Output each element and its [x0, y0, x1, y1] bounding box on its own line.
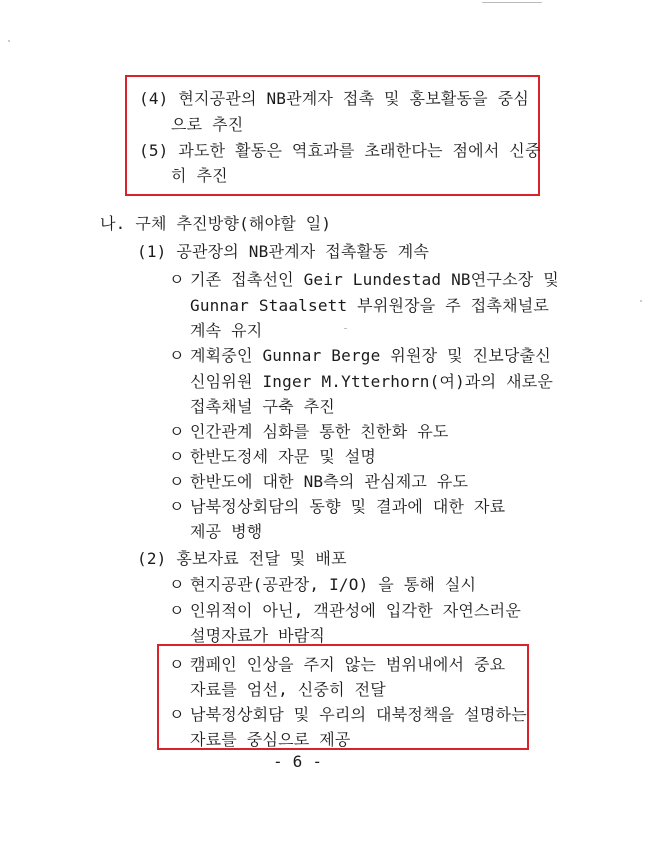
bullet-1e-marker: ㅇ [169, 472, 185, 491]
bullet-1d-line1: 한반도정세 자문 및 설명 [190, 447, 377, 466]
bullet-1d-marker: ㅇ [169, 447, 185, 466]
bullet-2d-line1: 남북정상회담 및 우리의 대북정책을 설명하는 [190, 705, 527, 724]
bullet-1f-line2: 제공 병행 [190, 522, 263, 541]
bullet-2d-marker: ㅇ [169, 705, 185, 724]
bullet-1a-line3: 계속 유지 [190, 321, 263, 340]
item4-line2: 으로 추진 [171, 115, 244, 134]
bullet-1f-line1: 남북정상회담의 동향 및 결과에 대한 자료 [190, 497, 506, 516]
bullet-1b-line3: 접촉채널 구축 추진 [190, 397, 335, 416]
bullet-1b-line2: 신임위원 Inger M.Ytterhorn(여)과의 새로운 [190, 372, 554, 391]
item4-line1: (4) 현지공관의 NB관계자 접촉 및 홍보활동을 중심 [139, 89, 529, 108]
bullet-2c-line1: 캠페인 인상을 주지 않는 범위내에서 중요 [190, 655, 506, 674]
item5-line2: 히 추진 [171, 166, 228, 185]
bullet-2a-line1: 현지공관(공관장, I/O) 을 통해 실시 [190, 575, 477, 594]
subsection-2-heading: (2) 홍보자료 전달 및 배포 [137, 549, 347, 568]
bullet-1b-line1: 계획중인 Gunnar Berge 위원장 및 진보당출신 [190, 346, 551, 365]
item5-line1: (5) 과도한 활동은 역효과를 초래한다는 점에서 신중 [139, 141, 541, 160]
scan-speck [640, 300, 642, 302]
bullet-2a-marker: ㅇ [169, 575, 185, 594]
bullet-1a-line2: Gunnar Staalsett 부위원장을 주 접촉채널로 [190, 296, 550, 315]
bullet-2b-line2: 설명자료가 바람직 [190, 626, 326, 645]
scan-speck [482, 2, 542, 3]
bullet-1f-marker: ㅇ [169, 497, 185, 516]
bullet-2c-marker: ㅇ [169, 655, 185, 674]
bullet-2b-line1: 인위적이 아닌, 객관성에 입각한 자연스러운 [190, 601, 521, 620]
page-number: - 6 - [273, 752, 323, 771]
bullet-1a-marker: ㅇ [169, 270, 185, 289]
bullet-1c-line1: 인간관계 심화를 통한 친한화 유도 [190, 422, 449, 441]
bullet-1b-marker: ㅇ [169, 346, 185, 365]
scan-speck [8, 40, 10, 42]
subsection-1-heading: (1) 공관장의 NB관계자 접촉활동 계속 [137, 242, 430, 261]
bullet-2c-line2: 자료를 엄선, 신중히 전달 [190, 680, 386, 699]
section-heading: 나. 구체 추진방향(해야할 일) [100, 214, 332, 233]
bullet-1a-line1: 기존 접촉선인 Geir Lundestad NB연구소장 및 [190, 270, 559, 289]
bullet-2b-marker: ㅇ [169, 601, 185, 620]
bullet-2d-line2: 자료를 중심으로 제공 [190, 730, 351, 749]
bullet-1c-marker: ㅇ [169, 422, 185, 441]
bullet-1e-line1: 한반도에 대한 NB측의 관심제고 유도 [190, 472, 469, 491]
scan-speck [344, 328, 347, 329]
